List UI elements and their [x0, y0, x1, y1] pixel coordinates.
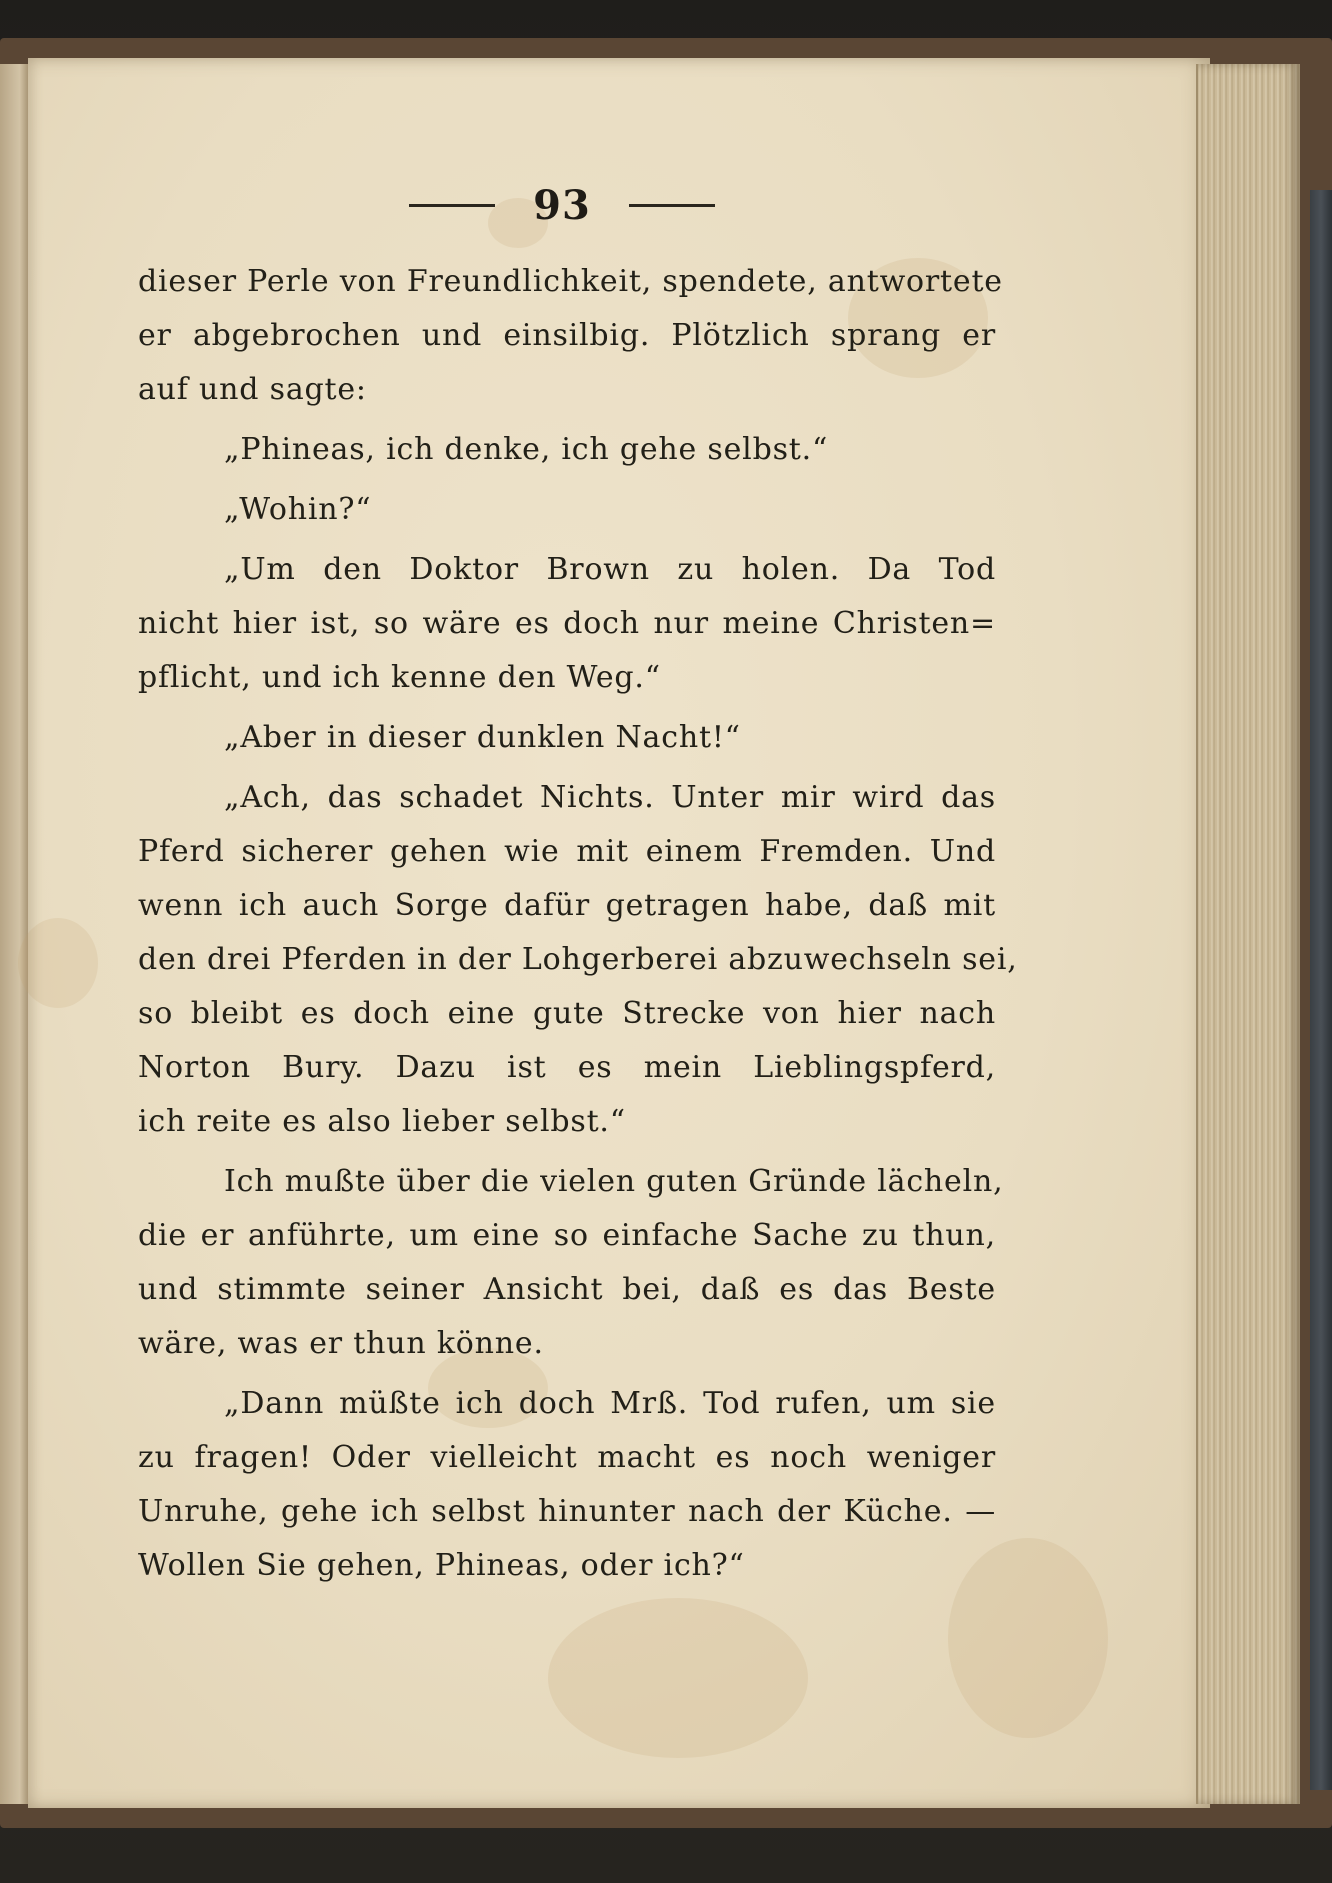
- text-line: den drei Pferden in der Lohgerberei abzuwechseln sei,: [138, 942, 1018, 977]
- text-line: die er anführte, um eine so einfache Sache zu thun,: [138, 1218, 996, 1253]
- header-rule-left: [409, 204, 495, 207]
- text-line: Ich mußte über die vielen guten Gründe lächeln,: [224, 1164, 1004, 1199]
- page-header: [128, 175, 996, 235]
- text-line: er abgebrochen und einsilbig. Plötzlich sprang er: [138, 318, 996, 353]
- text-line: „Wohin?“: [224, 492, 372, 527]
- text-line: nicht hier ist, so wäre es doch nur meine Christen=: [138, 606, 996, 641]
- text-line: „Um den Doktor Brown zu holen. Da Tod: [224, 552, 996, 587]
- body-text: [138, 255, 1018, 1593]
- page-block-edges: [1196, 64, 1300, 1804]
- page-number: 93: [533, 181, 591, 229]
- text-line: Unruhe, gehe ich selbst hinunter nach der Küche. —: [138, 1494, 996, 1529]
- text-line: wenn ich auch Sorge dafür getragen habe, daß mit: [138, 888, 996, 923]
- text-line: und stimmte seiner Ansicht bei, daß es das Beste: [138, 1272, 996, 1307]
- page-content: [138, 175, 1018, 1593]
- text-line: auf und sagte:: [138, 372, 367, 407]
- previous-page-edge: [0, 64, 29, 1804]
- text-line: Pferd sicherer gehen wie mit einem Fremden. Und: [138, 834, 996, 869]
- text-line: „Dann müßte ich doch Mrß. Tod rufen, um sie: [224, 1386, 996, 1421]
- text-line: dieser Perle von Freundlichkeit, spendete, antwortete: [138, 264, 1003, 299]
- text-line: „Ach, das schadet Nichts. Unter mir wird das: [224, 780, 996, 815]
- header-rule-right: [629, 204, 715, 207]
- text-line: ich reite es also lieber selbst.“: [138, 1104, 626, 1139]
- text-line: wäre, was er thun könne.: [138, 1326, 544, 1361]
- text-line: Norton Bury. Dazu ist es mein Lieblingspferd,: [138, 1050, 996, 1085]
- paper-stain: [18, 918, 98, 1008]
- text-line: zu fragen! Oder vielleicht macht es noch weniger: [138, 1440, 996, 1475]
- text-line: pflicht, und ich kenne den Weg.“: [138, 660, 661, 695]
- text-line: „Phineas, ich denke, ich gehe selbst.“: [224, 432, 829, 467]
- text-line: „Aber in dieser dunklen Nacht!“: [224, 720, 741, 755]
- text-line: so bleibt es doch eine gute Strecke von hier nach: [138, 996, 996, 1031]
- paper-stain: [548, 1598, 808, 1758]
- text-line: Wollen Sie gehen, Phineas, oder ich?“: [138, 1548, 745, 1583]
- book-cover-edge: [1310, 190, 1332, 1790]
